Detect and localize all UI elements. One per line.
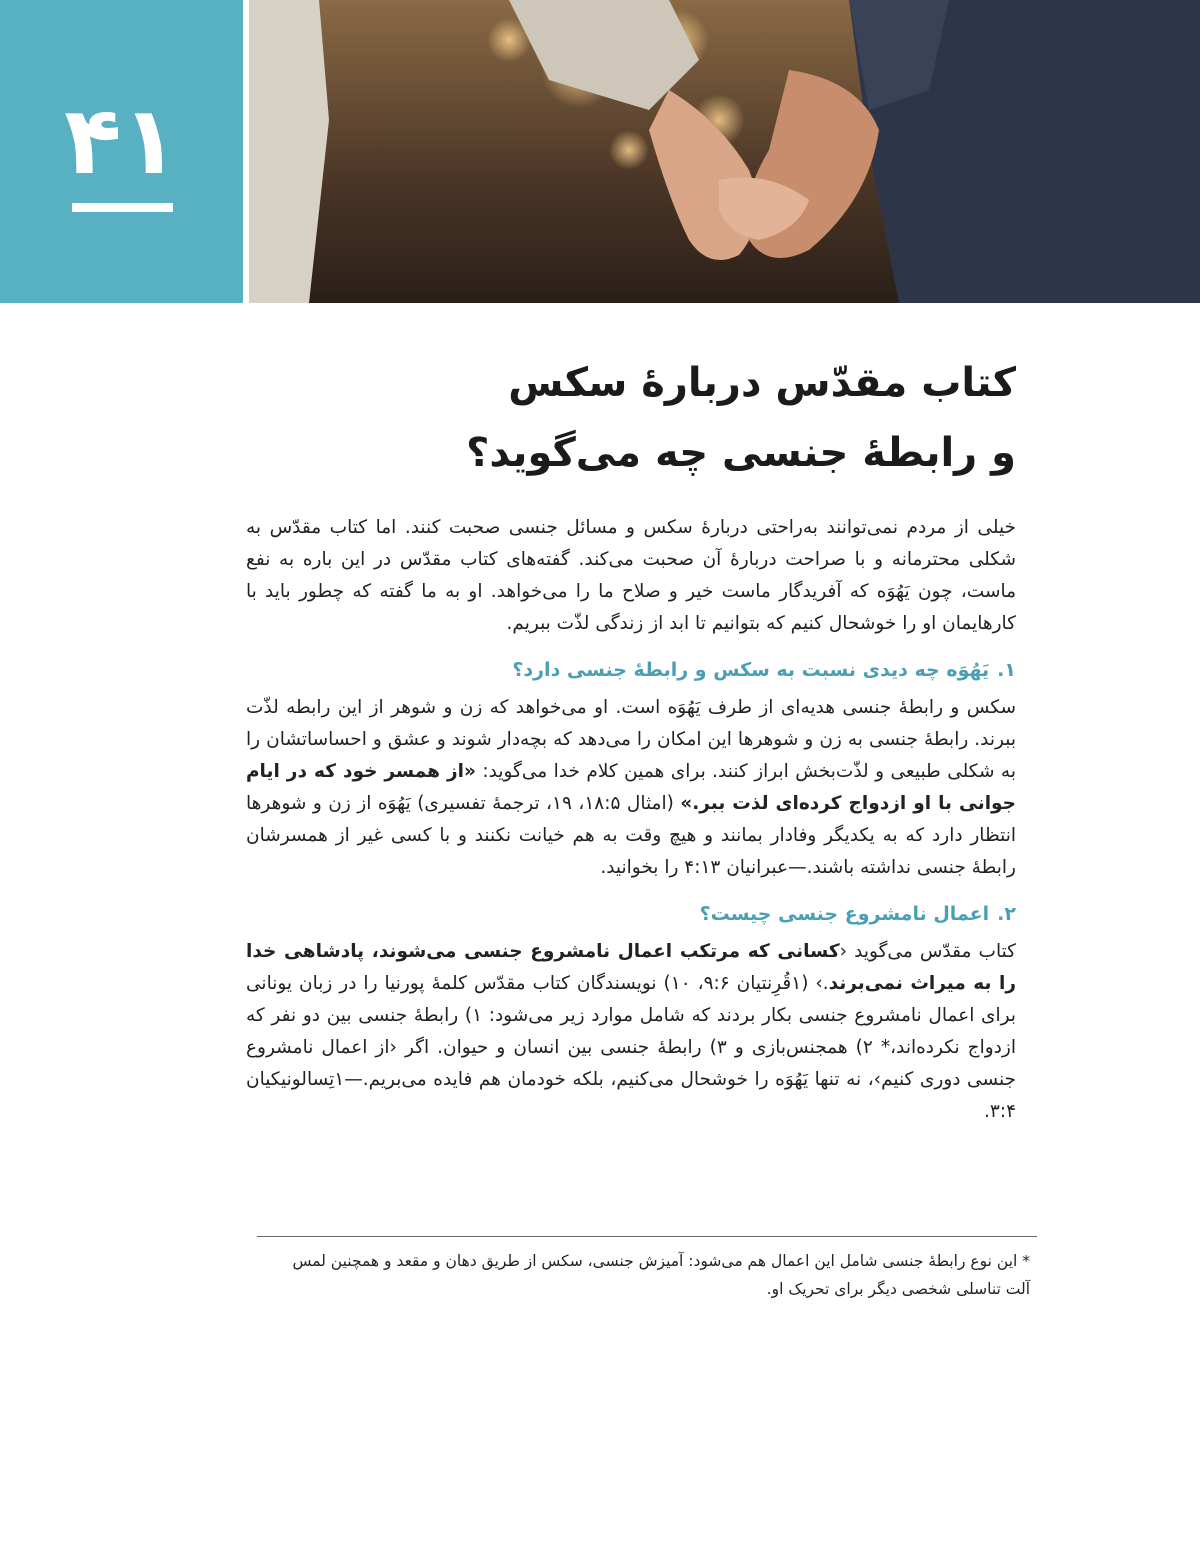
answer-1-text-b: (امثال ۵:‏۱۸، ۱۹، ترجمهٔ تفسیری) یَهُوَه از زن و شوهرها انتظار دارد که به یکدیگر وفادار بمانند و هیچ وقت به هم خیانت نکنند و با کسی غیر از همسرشان رابطهٔ جنسی نداشته باشند.—عبرانیان ۱۳:‏۴ را بخوانید. [246,793,1016,878]
footnote: * این نوع رابطهٔ جنسی شامل این اعمال هم می‌شود: آمیزش جنسی، سکس از طریق دهان و مقعد و همچنین لمس آلت تناسلی شخصی دیگر برای تحریک او. [292,1252,1030,1298]
answer-2-quote: کسانی که مرتکب اعمال نامشروع جنسی می‌شوند، پادشاهی خدا را به میراث نمی‌برند [246,941,1016,994]
question-text-2: اعمال نامشروع جنسی چیست؟ [699,903,990,925]
lesson-number: ۴۱ [64,87,179,196]
holding-hands-photo [249,0,1200,303]
lesson-number-box [0,0,243,303]
footnote-divider [257,1236,1037,1237]
question-number-1: ۱. [997,659,1016,681]
question-heading-2 [246,898,1016,930]
answer-1-text-a: سکس و رابطهٔ جنسی هدیه‌ای از طرف یَهُوَه است. او می‌خواهد که زن و شوهر از این رابطه لذّت ببرند. رابطهٔ جنسی به زن و شوهرها این امکان را می‌دهد که بچه‌دار شوند و عشق و احساساتشان را به شکلی طبیعی و لذّت‌بخش ابراز کنند. برای همین کلام خدا می‌گوید: [246,697,1016,782]
page-title-line2: و رابطهٔ جنسی چه می‌گوید؟ [466,430,1016,476]
question-text-1: یَهُوَه چه دیدی نسبت به سکس و رابطهٔ جنسی دارد؟ [512,659,990,681]
lesson-content [246,348,1016,1128]
answer-paragraph-1 [246,692,1016,884]
answer-2-text-a: کتاب مقدّس می‌گوید ‹ [839,941,1016,962]
lesson-number-underline [72,203,173,212]
page-title [246,348,1016,488]
intro-paragraph: خیلی از مردم نمی‌توانند به‌راحتی دربارهٔ سکس و مسائل جنسی صحبت کنند. اما کتاب مقدّس به شکلی محترمانه و با صراحت دربارهٔ آن صحبت می‌کند. گفته‌های کتاب مقدّس در این باره به نفع ماست، چون یَهُوَه که آفریدگار ماست خیر و صلاح ما را می‌خواهد. او به ما گفته که چطور باید با کارهایمان او را خوشحال کنیم که بتوانیم تا ابد از زندگی لذّت ببریم. [246,517,1016,634]
answer-1-quote: «از همسر خود که در ایام جوانی با او ازدواج کرده‌ای لذت ببر.» [246,761,1016,814]
photo-illustration [249,0,1200,303]
page-title-line1: کتاب مقدّس دربارهٔ سکس [508,360,1016,406]
question-heading-1 [246,654,1016,686]
question-number-2: ۲. [997,903,1016,925]
answer-2-text-b: .› (۱قُرِنتیان ۶:‏۹، ۱۰) نویسندگان کتاب مقدّس کلمهٔ پورنیا را در زبان یونانی برای اعمال نامشروع جنسی بکار بردند که شامل موارد زیر می‌شود: ۱) رابطهٔ جنسی بین دو نفر که ازدواج نکرده‌اند،* ۲) همجنس‌بازی و ۳) رابطهٔ جنسی بین انسان و حیوان. اگر ‹از اعمال نامشروع جنسی دوری کنیم›، نه تنها یَهُوَه را خوشحال می‌کنیم، بلکه خودمان هم فایده می‌بریم.—۱تِسالونیکیان ۴:‏۳. [246,973,1017,1122]
answer-paragraph-2 [246,936,1016,1128]
